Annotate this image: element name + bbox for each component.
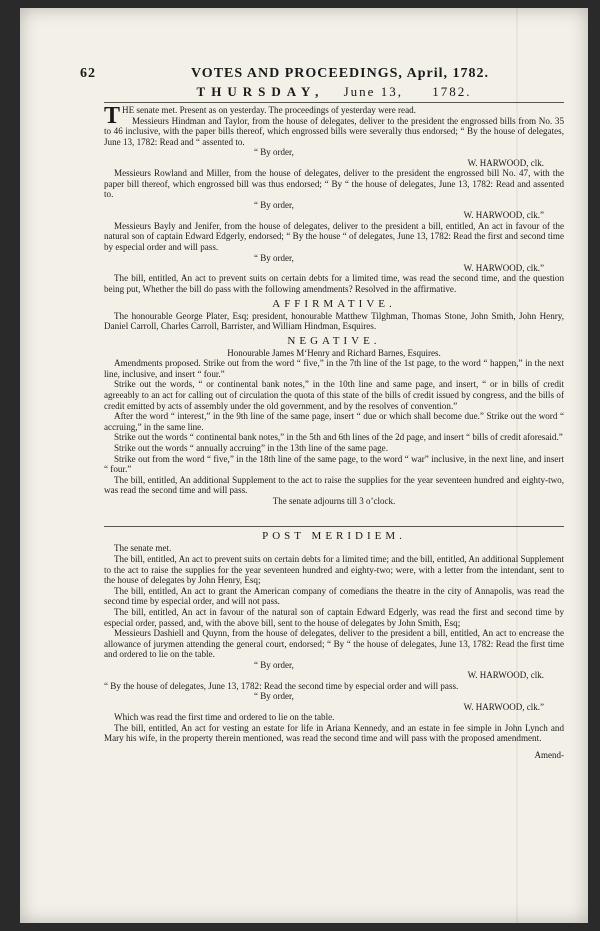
- amendment-item: Strike out the words, “ or continental bank notes,” in the 10th line and same page, and insert, “ or in bills of credit agreeably to an act for calling out of circulation the quota of this state of the bills of credit issued by congress, and the bills of credit emitted by acts of assembly under the old government, and by the resolves of convention.”: [104, 379, 564, 411]
- drop-cap: T: [104, 103, 121, 129]
- affirmative-heading: AFFIRMATIVE.: [272, 297, 396, 310]
- amendment-item: Strike out the words “ continental bank notes,” in the 5th and 6th lines of the 2d page, and insert “ bills of credit aforesaid.”: [114, 432, 563, 443]
- signature-block: “ By order,: [254, 199, 294, 210]
- dateline-date: June 13,: [343, 84, 403, 99]
- amendment-item: Strike out the words “ annually accruing” in the 13th line of the same page.: [114, 443, 388, 453]
- amendment-item: After the word “ interest,” in the 9th line of the same page, insert “ due or which shall become due.” Strike out the word “ accruing,” in the same line.: [104, 411, 564, 432]
- paragraph-lie-on-table: Which was read the first time and ordered to lie on the table.: [114, 712, 335, 723]
- section-gap: [104, 506, 564, 524]
- paragraph-senate-met: THE senate met. Present as on yesterday. The proceedings of yesterday were read.: [104, 103, 416, 129]
- paragraph-kennedy-bill: The bill, entitled, An act for vesting an estate for life in Ariana Kennedy, and an estate in fee simple in John Lynch and Mary his wife, in the property therein mentioned, was read the second time and will pass with the proposed amendment.: [104, 722, 564, 744]
- paragraph-comedians-bill: The bill, entitled, An act to grant the American company of comedians the theatre in the city of Annapolis, was read the second time by especial order, and will not pass.: [104, 585, 564, 607]
- paragraph-second-reading: “ By the house of delegates, June 13, 1782: Read the second time by especial order and will pass.: [104, 680, 459, 691]
- amendment-item: Amendments proposed. Strike out from the word “ five,” in the 7th line of the 1st page, to the word “ happen,” in the next line, inclusive, and insert “ four.”: [104, 358, 564, 379]
- signature-block: “ By order,: [254, 147, 294, 158]
- signature-block: “ By order,: [254, 660, 294, 670]
- paragraph-edgerly-bill: The bill, entitled, An act in favour of the natural son of captain Edward Edgerly, was read the first and second time by especial order, passed, and, with the above bill, sent to the house of delegates by John Smith, Esq;: [104, 607, 564, 628]
- paragraph-afternoon-met: The senate met.: [114, 543, 172, 554]
- header-rule: [104, 102, 564, 103]
- page-content: [80, 66, 564, 760]
- signature-clerk: W. HARWOOD, clk.”: [463, 701, 544, 712]
- paragraph-hindman-taylor: Messieurs Hindman and Taylor, from the house of delegates, deliver to the president the engrossed bills from No. 35 to 46 inclusive, with the paper bills thereof, which engrossed bills were severally thus endorsed; “ By the house of delegates, June 13, 1782: Read and “ assented to.: [104, 115, 564, 147]
- paragraph-bills-sent: The bill, entitled, An act to prevent suits on certain debts for a limited time; and the bill, entitled, An additional Supplement to the act to raise the supplies for the year seventeen hundred and eighty-two; were, with a letter from the intendant, sent to the house of delegates by John Henry, Esq;: [104, 554, 564, 586]
- section-rule: [104, 526, 564, 527]
- paragraph-dashiell-quynn: Messieurs Dashiell and Quynn, from the house of delegates, deliver to the president a bill, entitled, An act to encrease the allowance of jurymen attending the general court, endorsed; “ By “ the house of delegates, June 13, 1782: Read the first time and ordered to lie on the table.: [104, 628, 564, 660]
- signature-clerk: W. HARWOOD, clk.: [467, 157, 544, 168]
- amendment-item: Strike out from the word “ five,” in the 18th line of the same page, to the word “ war” inclusive, in the next line, and insert “ four.”: [104, 453, 564, 475]
- signature-clerk: W. HARWOOD, clk.”: [463, 210, 544, 221]
- dateline: [104, 84, 564, 100]
- negative-list: Honourable James M‘Henry and Richard Barnes, Esquires.: [227, 347, 441, 358]
- signature-clerk: W. HARWOOD, clk.: [467, 670, 544, 681]
- running-title: VOTES AND PROCEEDINGS, April, 1782.: [190, 66, 490, 81]
- negative-heading: NEGATIVE.: [287, 334, 381, 347]
- paragraph-bayly-jenifer: Messieurs Bayly and Jenifer, from the house of delegates, deliver to the president a bill, entitled, An act in favour of the natural son of captain Edward Edgerly, endorsed; “ By the house “ of delegates, June 13, 1782: Read the first and second time by especial order and will pass.: [104, 220, 564, 252]
- adjournment-note: The senate adjourns till 3 o’clock.: [272, 495, 396, 506]
- document-page: [20, 8, 588, 923]
- page-number: 62: [80, 66, 96, 81]
- affirmative-list: The honourable George Plater, Esq; president, honourable Matthew Tilghman, Thomas Stone, John Smith, John Henry, Daniel Carroll, Charles Carroll, Barrister, and William Hindman, Esquires.: [104, 310, 564, 332]
- dateline-year: 1782.: [432, 84, 472, 99]
- paragraph-rowland-miller: Messieurs Rowland and Miller, from the house of delegates, deliver to the president the engrossed bill No. 47, with the paper bill thereof, which engrossed bill was thus endorsed; “ By “ the house of delegates, June 13, 1782: Read and assented to.: [104, 168, 564, 200]
- running-header: [80, 66, 564, 82]
- signature-clerk: W. HARWOOD, clk.”: [463, 262, 544, 273]
- signature-block: “ By order,: [254, 252, 294, 263]
- signature-block: “ By order,: [254, 691, 294, 702]
- amendment-item: The bill, entitled, An additional Supplement to the act to raise the supplies for the year seventeen hundred and eighty-two, was read the second time and will pass.: [104, 474, 564, 496]
- dateline-day: THURSDAY,: [196, 84, 325, 99]
- post-meridiem-heading: POST MERIDIEM.: [262, 530, 406, 543]
- paragraph-suits-bill: The bill, entitled, An act to prevent suits on certain debts for a limited time, was read the second time, and the question being put, Whether the bill do pass with the following amendments? Resolved in the affirmative.: [104, 273, 564, 294]
- catchword: Amend-: [534, 750, 564, 760]
